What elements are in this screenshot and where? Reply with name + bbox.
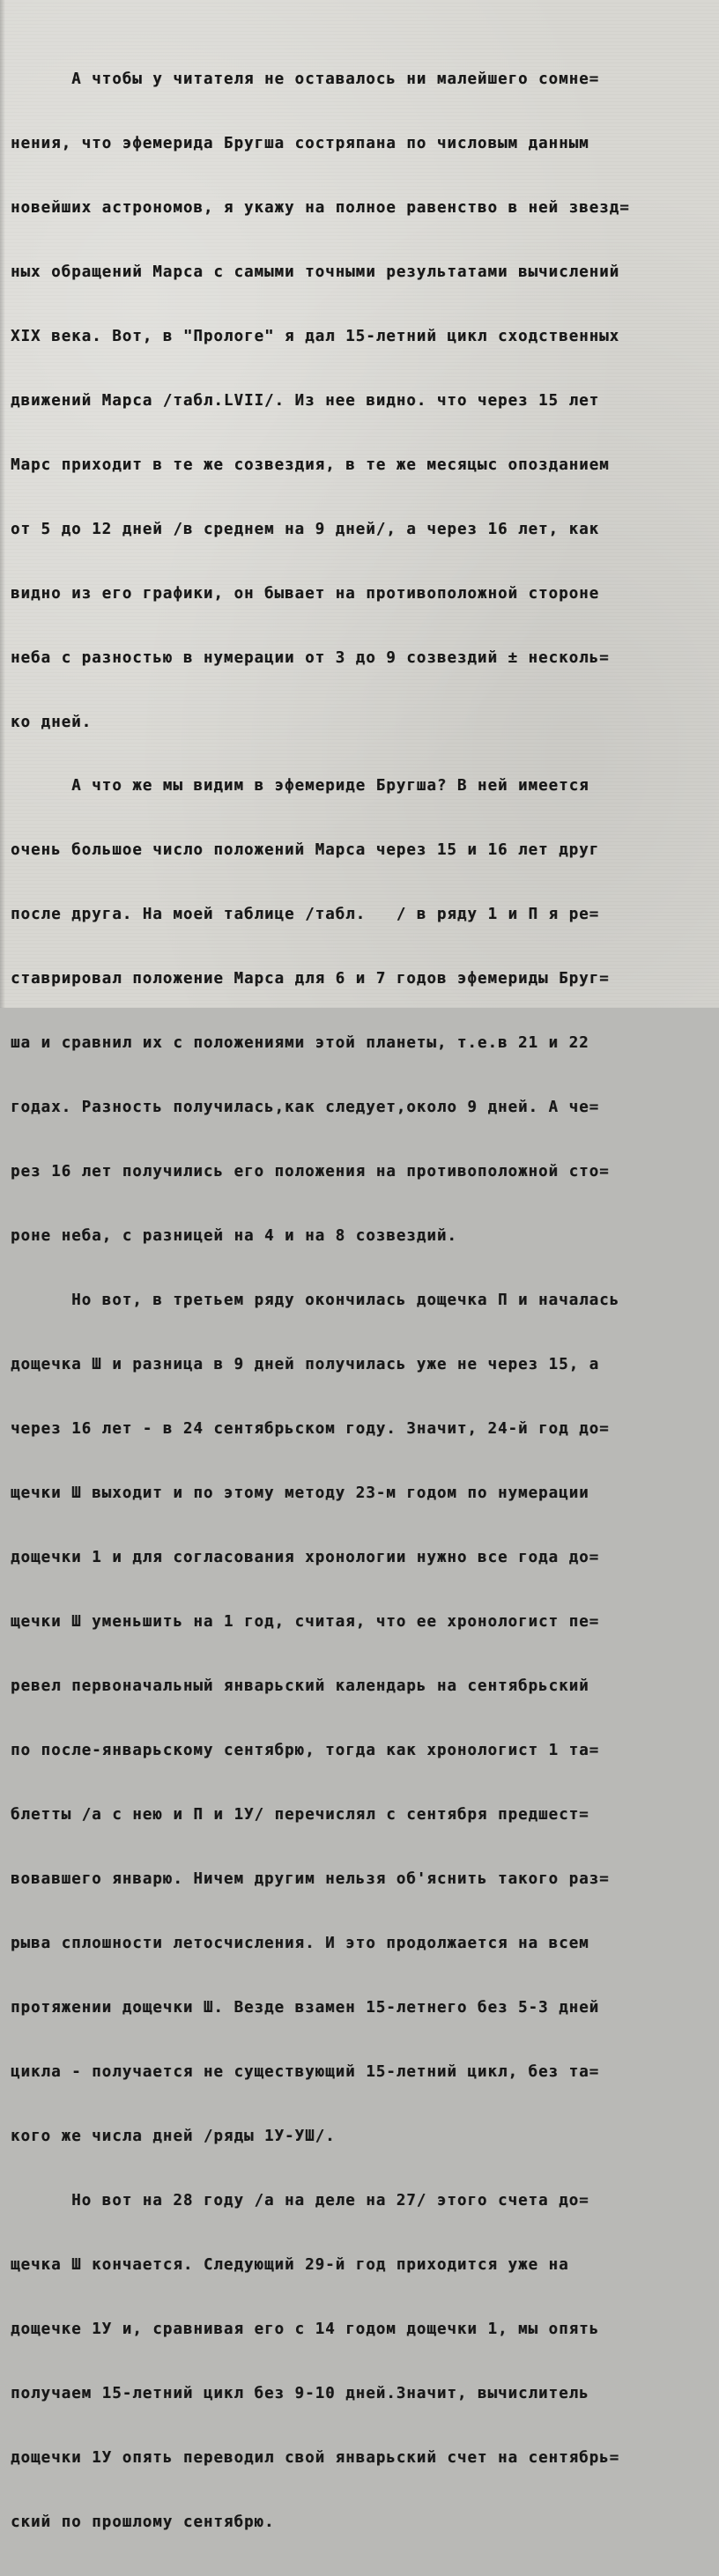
text-line: кого же числа дней /ряды 1У-УШ/. — [11, 2128, 336, 2146]
text-line: протяжении дощечки Ш. Везде взамен 15-летнего без 5-3 дней — [11, 1999, 600, 2017]
text-line: ко дней. — [11, 713, 93, 731]
text-line: от 5 до 12 дней /в среднем на 9 дней/, а через 16 лет, как — [11, 520, 600, 538]
text-line: рыва сплошности летосчисления. И это продолжается на всем — [11, 1935, 589, 1953]
text-line: нения, что эфемерида Бругша состряпана по числовым данным — [11, 134, 589, 152]
text-line: А чтобы у читателя не оставалось ни малейшего сомне= — [11, 70, 600, 88]
text-line: А что же мы видим в эфемериде Бругша? В ней имеется — [11, 777, 589, 796]
text-line: по после-январьскому сентябрю, тогда как хронологист 1 та= — [11, 1742, 600, 1760]
page-edge-shadow — [0, 0, 5, 1008]
text-line: дощечки 1 и для согласования хронологии нужно все года до= — [11, 1549, 600, 1567]
text-line: ных обращений Марса с самыми точными результатами вычислений — [11, 263, 620, 281]
text-line: годах. Разность получилась,как следует,около 9 дней. А че= — [11, 1099, 600, 1117]
text-line: цикла - получается не существующий 15-летний цикл, без та= — [11, 2063, 600, 2082]
text-line: рез 16 лет получились его положения на противоположной сто= — [11, 1163, 610, 1181]
text-line: ревел первоначальный январьский календарь на сентябрьский — [11, 1677, 589, 1696]
text-line: XIX века. Вот, в "Прологе" я дал 15-летний цикл сходственных — [11, 327, 620, 345]
text-line: вовавшего январю. Ничем другим нельзя об'яснить такого раз= — [11, 1870, 610, 1889]
text-line: блетты /а с нею и П и 1У/ перечислял с сентября предшест= — [11, 1806, 589, 1825]
text-line: дощечке 1У и, сравнивая его с 14 годом дощечки 1, мы опять — [11, 2321, 600, 2339]
text-line: через 16 лет - в 24 сентябрьском году. Значит, 24-й год до= — [11, 1420, 610, 1439]
text-line: очень большое число положений Марса через 15 и 16 лет друг — [11, 841, 600, 860]
text-line: неба с разностью в нумерации от 3 до 9 созвездий ± несколь= — [11, 648, 610, 667]
text-line: видно из его графики, он бывает на противоположной стороне — [11, 584, 600, 603]
text-line: дощечки 1У опять переводил свой январьский счет на сентябрь= — [11, 2449, 620, 2468]
page-body-text — [11, 26, 715, 2576]
text-line: новейших астрономов, я укажу на полное равенство в ней звезд= — [11, 198, 630, 217]
text-line: получаем 15-летний цикл без 9-10 дней.Значит, вычислитель — [11, 2385, 589, 2403]
text-line: щечки Ш выходит и по этому методу 23-м годом по нумерации — [11, 1484, 589, 1503]
text-line: роне неба, с разницей на 4 и на 8 созвездий. — [11, 1227, 457, 1246]
text-line: ский по прошлому сентябрю. — [11, 2513, 275, 2532]
text-line: ша и сравнил их с положениями этой планеты, т.е.в 21 и 22 — [11, 1034, 589, 1053]
text-line: после друга. На моей таблице /табл. / в ряду 1 и П я ре= — [11, 906, 600, 924]
text-line: щечка Ш кончается. Следующий 29-й год приходится уже на — [11, 2256, 569, 2275]
text-line: ставрировал положение Марса для 6 и 7 годов эфемериды Бруг= — [11, 970, 610, 988]
text-line: Но вот, в третьем ряду окончилась дощечка П и началась — [11, 1292, 620, 1310]
text-line: Но вот на 28 году /а на деле на 27/ этого счета до= — [11, 2192, 589, 2210]
text-line: щечки Ш уменьшить на 1 год, считая, что ее хронологист пе= — [11, 1613, 600, 1632]
text-line: дощечка Ш и разница в 9 дней получилась уже не через 15, а — [11, 1356, 600, 1374]
text-line: Марс приходит в те же созвездия, в те же месяцыс опозданием — [11, 455, 610, 474]
text-line: движений Марса /табл.LVII/. Из нее видно. что через 15 лет — [11, 391, 600, 410]
